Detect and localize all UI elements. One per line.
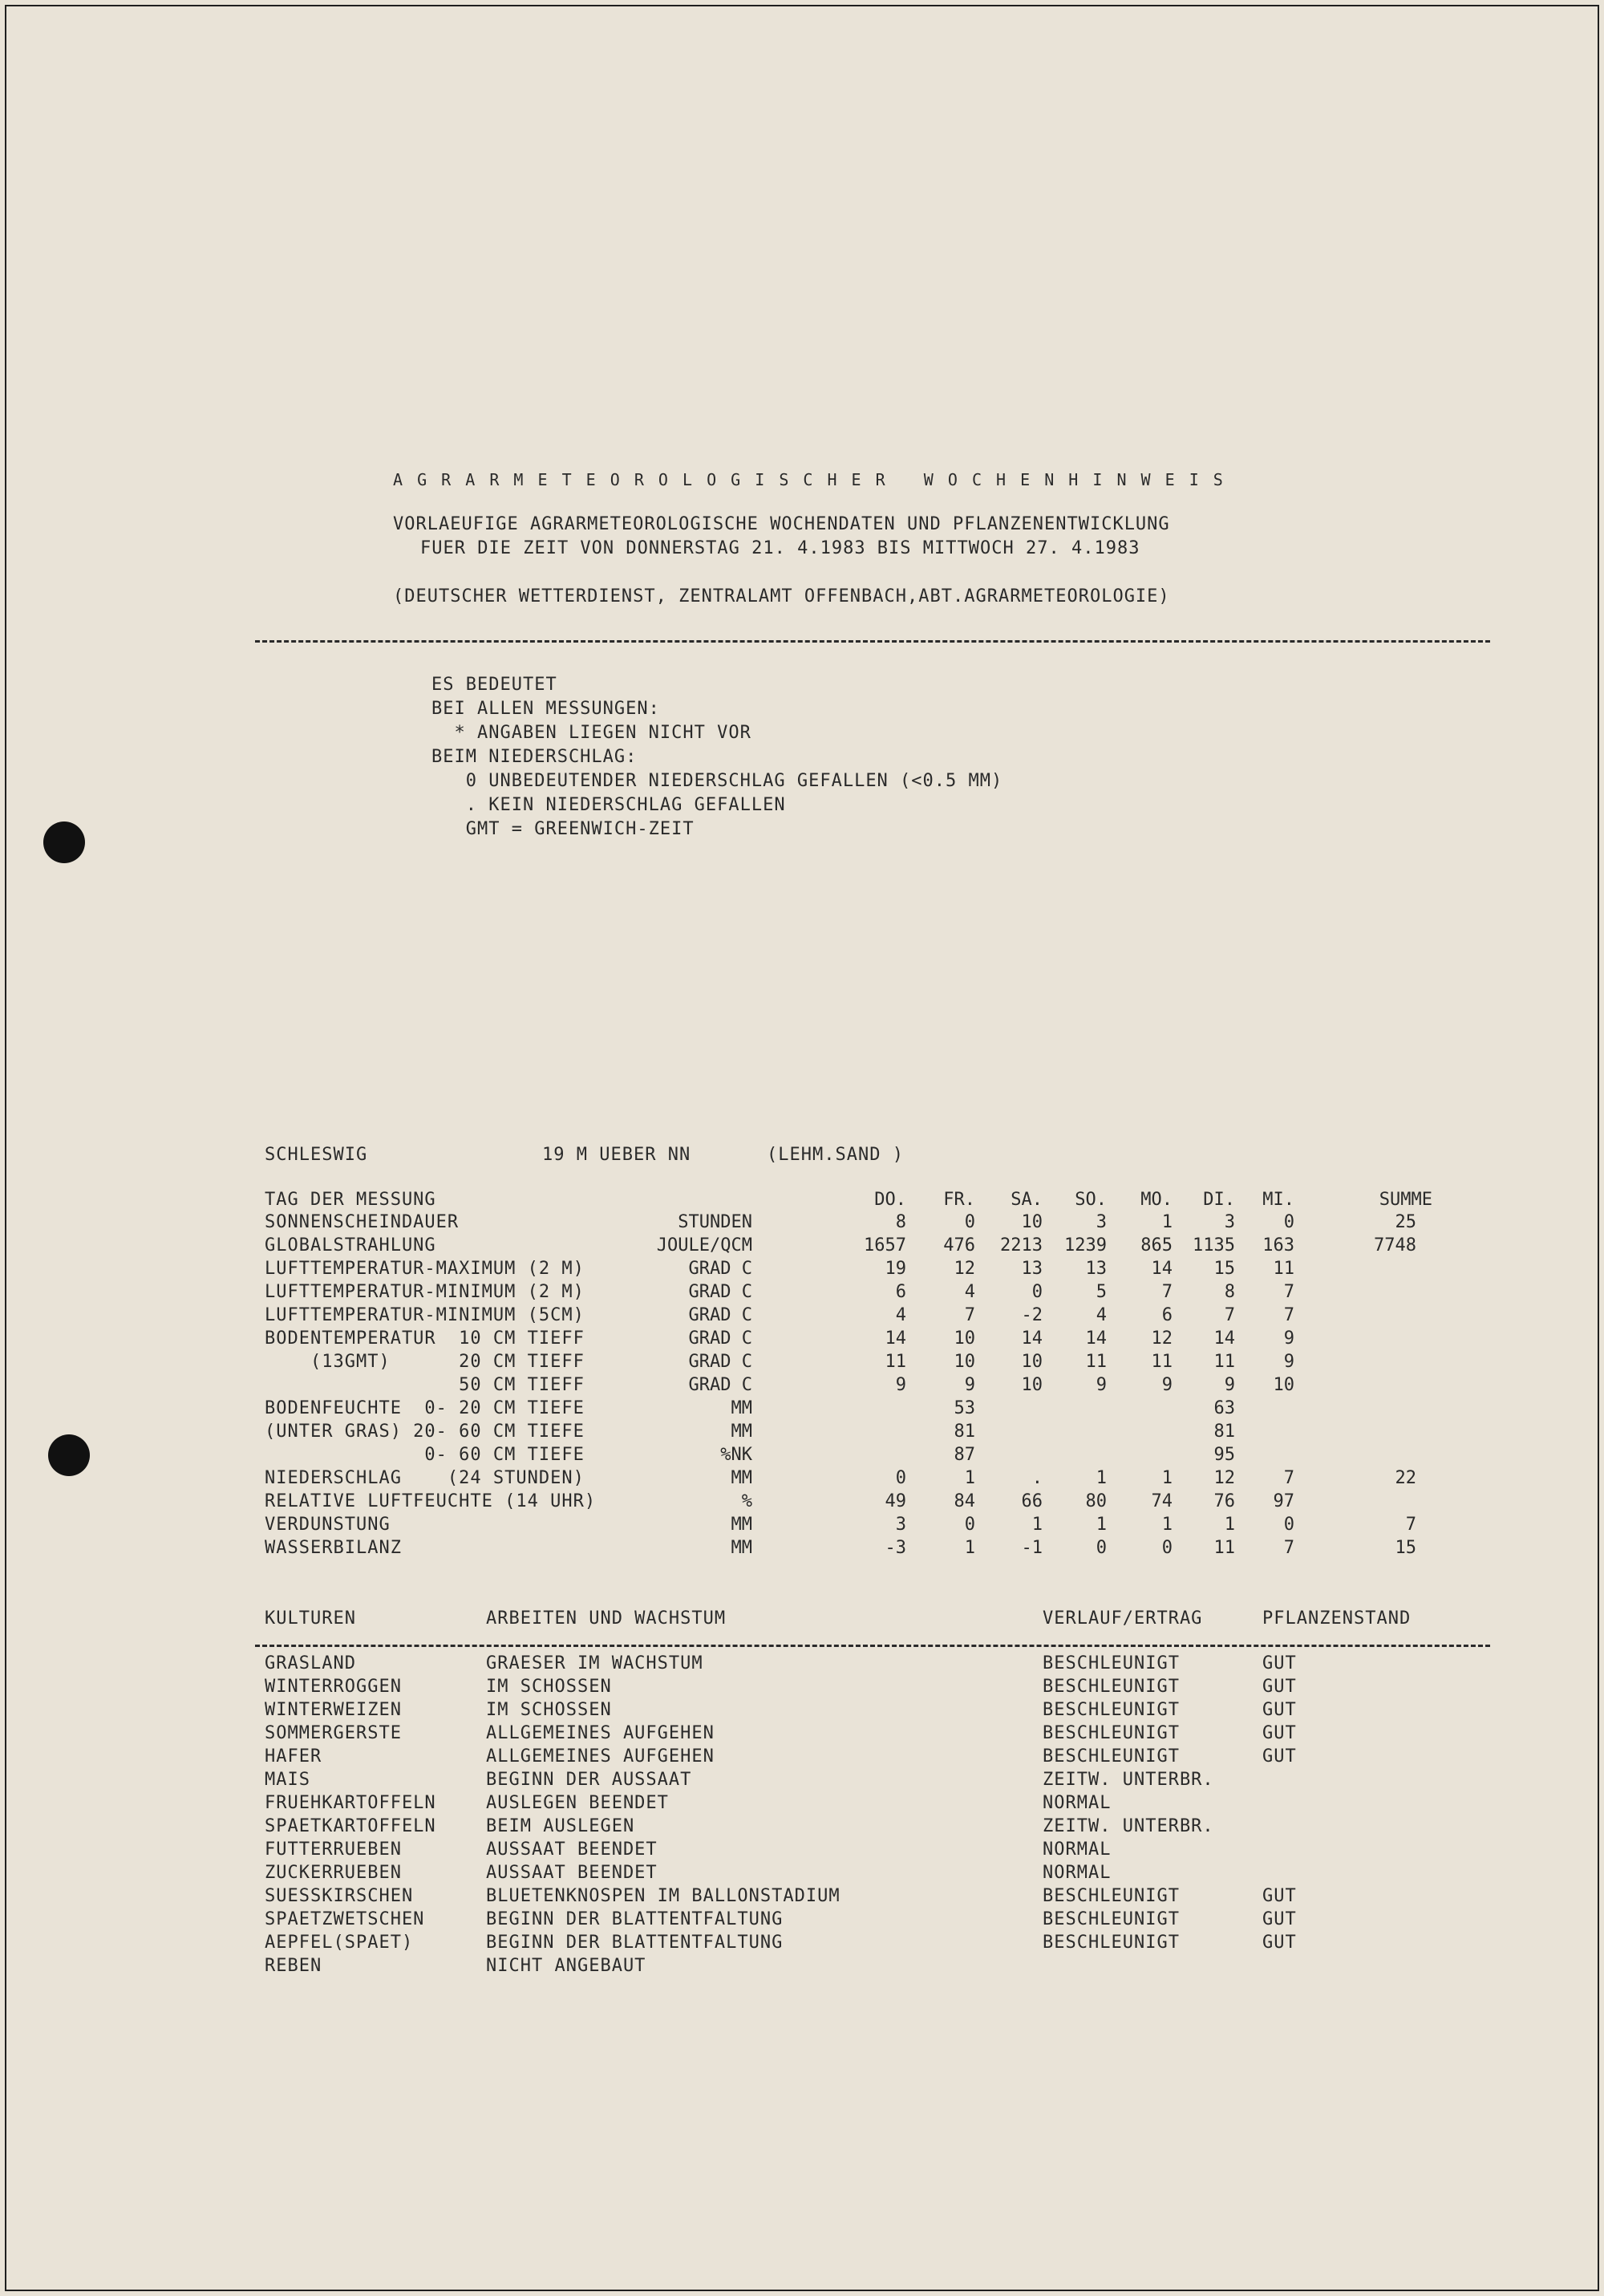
legend-line: . KEIN NIEDERSCHLAG GEFALLEN [431, 795, 786, 815]
table-cell: 7 [1161, 1282, 1173, 1302]
day-header: DO. [874, 1190, 906, 1210]
table-cell: 0 [895, 1468, 906, 1488]
legend-line: GMT = GREENWICH-ZEIT [431, 819, 695, 839]
crop-name: ZUCKERRUEBEN [265, 1863, 402, 1883]
crop-progress: BESCHLEUNIGT [1043, 1653, 1180, 1673]
table-cell: 10 [1021, 1375, 1043, 1395]
table-cell: 49 [885, 1491, 906, 1511]
table-cell: 3 [1096, 1212, 1107, 1232]
crop-name: SPAETKARTOFFELN [265, 1816, 436, 1836]
table-cell: 0 [1283, 1212, 1294, 1232]
table-cell: 63 [1213, 1398, 1235, 1418]
row-unit: GRAD C [688, 1282, 752, 1302]
table-cell: 0 [964, 1212, 975, 1232]
row-unit: STUNDEN [678, 1212, 752, 1232]
crop-progress: BESCHLEUNIGT [1043, 1700, 1180, 1720]
row-sum: 7748 [1374, 1235, 1416, 1255]
row-label: NIEDERSCHLAG (24 STUNDEN) [265, 1468, 585, 1488]
table-cell: 1239 [1064, 1235, 1107, 1255]
table-cell: 163 [1262, 1235, 1294, 1255]
table-cell: 19 [885, 1259, 906, 1279]
row-label: BODENTEMPERATUR 10 CM TIEFF [265, 1329, 585, 1349]
table-cell: 13 [1085, 1259, 1107, 1279]
table-cell: 0 [1096, 1538, 1107, 1558]
table-cell: 7 [1283, 1305, 1294, 1325]
weather-header-label: TAG DER MESSUNG [265, 1190, 436, 1210]
table-cell: 9 [895, 1375, 906, 1395]
table-cell: 80 [1085, 1491, 1107, 1511]
crop-progress: NORMAL [1043, 1793, 1112, 1813]
table-cell: 10 [1021, 1212, 1043, 1232]
crop-condition: GUT [1262, 1886, 1297, 1906]
table-cell: 4 [895, 1305, 906, 1325]
crop-progress: BESCHLEUNIGT [1043, 1677, 1180, 1697]
crop-work: BEIM AUSLEGEN [486, 1816, 635, 1836]
crop-progress: NORMAL [1043, 1863, 1112, 1883]
legend-line: BEI ALLEN MESSUNGEN: [431, 699, 660, 719]
crop-name: HAFER [265, 1746, 322, 1767]
crops-header-pflanzenstand: PFLANZENSTAND [1262, 1608, 1412, 1629]
table-cell: 1 [1161, 1468, 1173, 1488]
table-cell: 97 [1273, 1491, 1294, 1511]
day-header: MO. [1140, 1190, 1173, 1210]
table-cell: 2213 [1000, 1235, 1043, 1255]
crop-name: MAIS [265, 1770, 310, 1790]
row-unit: MM [731, 1468, 752, 1488]
table-cell: 81 [1213, 1422, 1235, 1442]
table-cell: 7 [1283, 1538, 1294, 1558]
row-label: SONNENSCHEINDAUER [265, 1212, 460, 1232]
row-unit: GRAD C [688, 1375, 752, 1395]
table-cell: 0 [1161, 1538, 1173, 1558]
crop-condition: GUT [1262, 1933, 1297, 1953]
day-header: SA. [1011, 1190, 1043, 1210]
row-label: WASSERBILANZ [265, 1538, 402, 1558]
table-cell: 15 [1213, 1259, 1235, 1279]
table-cell: 6 [895, 1282, 906, 1302]
table-cell: 0 [964, 1515, 975, 1535]
table-cell: 7 [1224, 1305, 1235, 1325]
crop-condition: GUT [1262, 1653, 1297, 1673]
row-unit: MM [731, 1515, 752, 1535]
table-cell: 4 [1096, 1305, 1107, 1325]
table-cell: 14 [885, 1329, 906, 1349]
row-sum: 15 [1395, 1538, 1416, 1558]
crop-progress: BESCHLEUNIGT [1043, 1723, 1180, 1743]
crop-name: SUESSKIRSCHEN [265, 1886, 414, 1906]
row-label: (UNTER GRAS) 20- 60 CM TIEFE [265, 1422, 585, 1442]
table-cell: 11 [1273, 1259, 1294, 1279]
crop-progress: BESCHLEUNIGT [1043, 1933, 1180, 1953]
legend-line: BEIM NIEDERSCHLAG: [431, 747, 638, 767]
table-cell: -1 [1021, 1538, 1043, 1558]
crop-work: BLUETENKNOSPEN IM BALLONSTADIUM [486, 1886, 840, 1906]
row-label: VERDUNSTUNG [265, 1515, 391, 1535]
crop-condition: GUT [1262, 1700, 1297, 1720]
subtitle-line-2: FUER DIE ZEIT VON DONNERSTAG 21. 4.1983 BIS MITTWOCH 27. 4.1983 [420, 538, 1140, 558]
legend-line: ES BEDEUTET [431, 675, 557, 695]
table-cell: 9 [964, 1375, 975, 1395]
table-cell: 11 [1213, 1352, 1235, 1372]
table-cell: 1 [1161, 1212, 1173, 1232]
table-cell: 11 [885, 1352, 906, 1372]
source-line: (DEUTSCHER WETTERDIENST, ZENTRALAMT OFFENBACH,ABT.AGRARMETEOROLOGIE) [393, 586, 1170, 606]
row-label: (13GMT) 20 CM TIEFF [265, 1352, 585, 1372]
crop-work: IM SCHOSSEN [486, 1677, 612, 1697]
row-label: GLOBALSTRAHLUNG [265, 1235, 436, 1255]
table-cell: 9 [1224, 1375, 1235, 1395]
day-header: MI. [1262, 1190, 1294, 1210]
row-sum: 22 [1395, 1468, 1416, 1488]
crop-work: AUSLEGEN BEENDET [486, 1793, 669, 1813]
table-cell: 4 [964, 1282, 975, 1302]
table-cell: 1 [1031, 1515, 1043, 1535]
crop-work: NICHT ANGEBAUT [486, 1956, 646, 1976]
crop-name: GRASLAND [265, 1653, 356, 1673]
table-cell: 53 [954, 1398, 975, 1418]
table-cell: 476 [943, 1235, 975, 1255]
day-header: DI. [1203, 1190, 1235, 1210]
row-unit: % [741, 1491, 752, 1511]
table-cell: . [1031, 1468, 1043, 1488]
table-cell: 12 [1151, 1329, 1173, 1349]
table-cell: 84 [954, 1491, 975, 1511]
table-cell: 9 [1283, 1352, 1294, 1372]
crop-work: ALLGEMEINES AUFGEHEN [486, 1746, 715, 1767]
crop-progress: NORMAL [1043, 1840, 1112, 1860]
table-cell: 3 [895, 1515, 906, 1535]
table-cell: 7 [964, 1305, 975, 1325]
document-title: A G R A R M E T E O R O L O G I S C H E R W O C H E N H I N W E I S [393, 470, 1225, 489]
header-divider [255, 640, 1490, 643]
crop-condition: GUT [1262, 1677, 1297, 1697]
row-sum: 7 [1405, 1515, 1416, 1535]
station-name: SCHLESWIG [265, 1145, 368, 1165]
table-cell: 7 [1283, 1468, 1294, 1488]
crop-work: BEGINN DER BLATTENTFALTUNG [486, 1933, 784, 1953]
row-sum: 25 [1395, 1212, 1416, 1232]
crop-work: IM SCHOSSEN [486, 1700, 612, 1720]
crop-name: REBEN [265, 1956, 322, 1976]
crop-work: BEGINN DER AUSSAAT [486, 1770, 692, 1790]
crop-work: AUSSAAT BEENDET [486, 1863, 658, 1883]
punch-hole-top [43, 821, 85, 863]
table-cell: 66 [1021, 1491, 1043, 1511]
table-cell: 10 [1273, 1375, 1294, 1395]
station-soil: (LEHM.SAND ) [767, 1145, 904, 1165]
table-cell: 14 [1021, 1329, 1043, 1349]
crop-progress: BESCHLEUNIGT [1043, 1909, 1180, 1929]
table-cell: 11 [1213, 1538, 1235, 1558]
row-unit: MM [731, 1422, 752, 1442]
table-cell: 1 [1096, 1515, 1107, 1535]
row-label: LUFTTEMPERATUR-MINIMUM (5CM) [265, 1305, 585, 1325]
table-cell: 0 [1031, 1282, 1043, 1302]
row-unit: GRAD C [688, 1305, 752, 1325]
row-unit: MM [731, 1398, 752, 1418]
table-cell: 1 [964, 1538, 975, 1558]
crop-progress: BESCHLEUNIGT [1043, 1886, 1180, 1906]
table-cell: 7 [1283, 1282, 1294, 1302]
day-header: SO. [1075, 1190, 1107, 1210]
table-cell: 6 [1161, 1305, 1173, 1325]
crop-condition: GUT [1262, 1746, 1297, 1767]
sum-header: SUMME [1379, 1190, 1432, 1210]
table-cell: 10 [1021, 1352, 1043, 1372]
crop-work: AUSSAAT BEENDET [486, 1840, 658, 1860]
table-cell: 12 [954, 1259, 975, 1279]
row-label: LUFTTEMPERATUR-MAXIMUM (2 M) [265, 1259, 585, 1279]
table-cell: 3 [1224, 1212, 1235, 1232]
table-cell: 9 [1161, 1375, 1173, 1395]
crop-name: FUTTERRUEBEN [265, 1840, 402, 1860]
table-cell: 11 [1085, 1352, 1107, 1372]
table-cell: 14 [1085, 1329, 1107, 1349]
table-cell: 1 [1224, 1515, 1235, 1535]
table-cell: 1657 [864, 1235, 906, 1255]
crop-name: SPAETZWETSCHEN [265, 1909, 425, 1929]
row-label: BODENFEUCHTE 0- 20 CM TIEFE [265, 1398, 585, 1418]
crop-condition: GUT [1262, 1723, 1297, 1743]
table-cell: 10 [954, 1329, 975, 1349]
row-unit: GRAD C [688, 1352, 752, 1372]
row-label: LUFTTEMPERATUR-MINIMUM (2 M) [265, 1282, 585, 1302]
crop-name: AEPFEL(SPAET) [265, 1933, 414, 1953]
table-cell: 9 [1283, 1329, 1294, 1349]
row-label: 50 CM TIEFF [265, 1375, 585, 1395]
table-cell: 1 [1161, 1515, 1173, 1535]
subtitle-line-1: VORLAEUFIGE AGRARMETEOROLOGISCHE WOCHENDATEN UND PFLANZENENTWICKLUNG [393, 514, 1170, 534]
row-label: RELATIVE LUFTFEUCHTE (14 UHR) [265, 1491, 597, 1511]
table-cell: 14 [1151, 1259, 1173, 1279]
table-cell: 11 [1151, 1352, 1173, 1372]
crop-progress: ZEITW. UNTERBR. [1043, 1770, 1214, 1790]
legend-line: * ANGABEN LIEGEN NICHT VOR [431, 723, 751, 743]
station-altitude: 19 M UEBER NN [542, 1145, 691, 1165]
crop-name: WINTERWEIZEN [265, 1700, 402, 1720]
crop-work: GRAESER IM WACHSTUM [486, 1653, 703, 1673]
row-unit: JOULE/QCM [656, 1235, 752, 1255]
crops-header-arbeiten: ARBEITEN UND WACHSTUM [486, 1608, 727, 1629]
table-cell: 81 [954, 1422, 975, 1442]
row-label: 0- 60 CM TIEFE [265, 1445, 585, 1465]
table-cell: 9 [1096, 1375, 1107, 1395]
table-cell: 10 [954, 1352, 975, 1372]
crop-progress: ZEITW. UNTERBR. [1043, 1816, 1214, 1836]
table-cell: 1135 [1193, 1235, 1235, 1255]
table-cell: 5 [1096, 1282, 1107, 1302]
table-cell: 87 [954, 1445, 975, 1465]
table-cell: 14 [1213, 1329, 1235, 1349]
table-cell: 8 [1224, 1282, 1235, 1302]
crop-name: FRUEHKARTOFFELN [265, 1793, 436, 1813]
table-cell: 8 [895, 1212, 906, 1232]
table-cell: 12 [1213, 1468, 1235, 1488]
row-unit: GRAD C [688, 1259, 752, 1279]
table-cell: 0 [1283, 1515, 1294, 1535]
row-unit: GRAD C [688, 1329, 752, 1349]
table-cell: -3 [885, 1538, 906, 1558]
crop-work: ALLGEMEINES AUFGEHEN [486, 1723, 715, 1743]
table-cell: 95 [1213, 1445, 1235, 1465]
table-cell: 74 [1151, 1491, 1173, 1511]
table-cell: 865 [1140, 1235, 1173, 1255]
table-cell: 1 [1096, 1468, 1107, 1488]
row-unit: %NK [720, 1445, 752, 1465]
table-cell: -2 [1021, 1305, 1043, 1325]
table-cell: 1 [964, 1468, 975, 1488]
crop-name: SOMMERGERSTE [265, 1723, 402, 1743]
crop-progress: BESCHLEUNIGT [1043, 1746, 1180, 1767]
crop-work: BEGINN DER BLATTENTFALTUNG [486, 1909, 784, 1929]
table-cell: 13 [1021, 1259, 1043, 1279]
punch-hole-bottom [48, 1434, 90, 1476]
crop-condition: GUT [1262, 1909, 1297, 1929]
table-cell: 76 [1213, 1491, 1235, 1511]
crops-header-kulturen: KULTUREN [265, 1608, 356, 1629]
crops-header-verlauf: VERLAUF/ERTRAG [1043, 1608, 1203, 1629]
crops-divider [255, 1645, 1490, 1647]
crop-name: WINTERROGGEN [265, 1677, 402, 1697]
legend-line: 0 UNBEDEUTENDER NIEDERSCHLAG GEFALLEN (<0.5 MM) [431, 771, 1003, 791]
row-unit: MM [731, 1538, 752, 1558]
day-header: FR. [943, 1190, 975, 1210]
